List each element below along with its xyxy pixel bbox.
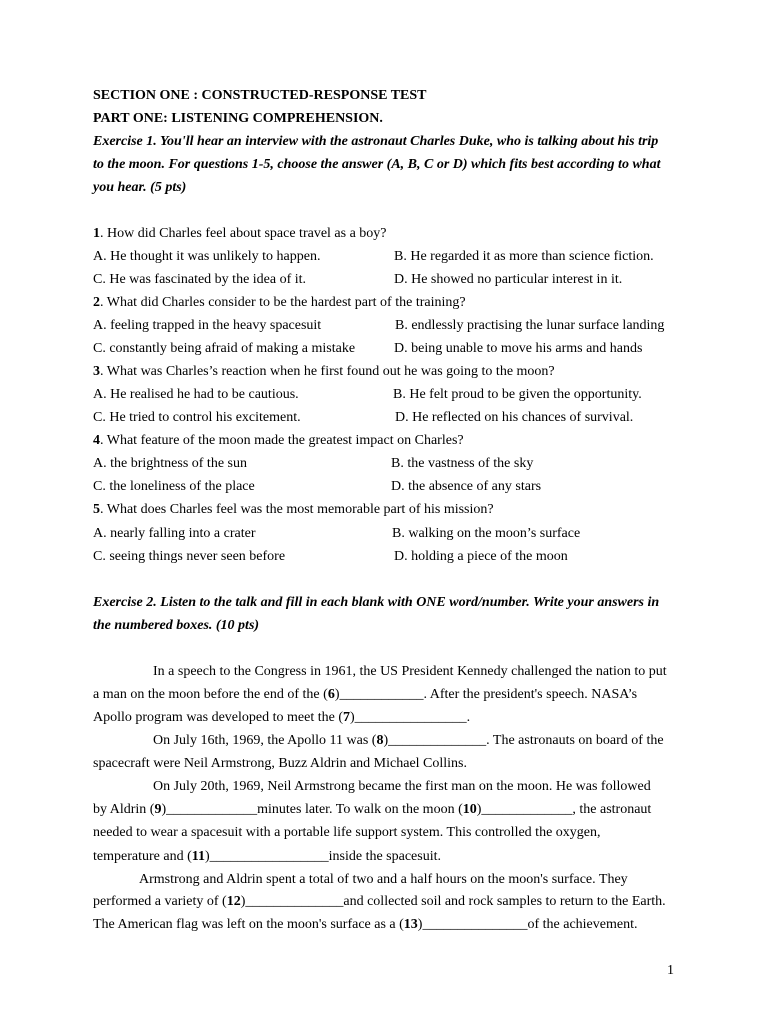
q2-option-b: B. endlessly practising the lunar surface landing — [395, 318, 665, 333]
q1-option-a: A. He thought it was unlikely to happen. — [93, 249, 321, 264]
exercise2-instruction-line-1: Exercise 2. Listen to the talk and fill in each blank with ONE word/number. Write your answers in — [93, 595, 660, 610]
question-5: 5. What does Charles feel was the most memorable part of his mission? — [93, 502, 494, 517]
question-1: 1. How did Charles feel about space travel as a boy? — [93, 226, 387, 241]
passage-p3-line-4: temperature and (11)_________________inside the spacesuit. — [93, 849, 441, 864]
blank-10: )_____________, the astronaut — [476, 802, 652, 817]
blank-8: )______________. The astronauts on board of the — [383, 733, 664, 748]
q4-option-c: C. the loneliness of the place — [93, 479, 255, 494]
passage-p4-line-2: performed a variety of (12)______________and collected soil and rock samples to return to the Earth. — [93, 894, 666, 909]
blank-13: )_______________of the achievement. — [417, 917, 638, 932]
q3-option-d: D. He reflected on his chances of survival. — [395, 410, 634, 425]
passage-p3-line-3: needed to wear a spacesuit with a portable life support system. This controlled the oxygen, — [93, 825, 601, 840]
exercise1-instruction-line-3: you hear. (5 pts) — [93, 180, 187, 195]
passage-p2-line-2: spacecraft were Neil Armstrong, Buzz Aldrin and Michael Collins. — [93, 756, 468, 771]
blank-10-number: 10 — [462, 802, 477, 817]
exercise2-instruction-line-2: the numbered boxes. (10 pts) — [93, 618, 260, 633]
blank-9: )_____________minutes later. To walk on the moon ( — [161, 802, 463, 817]
q1-option-b: B. He regarded it as more than science fiction. — [394, 249, 654, 264]
blank-12-number: 12 — [226, 894, 241, 909]
passage-p2-line-1: On July 16th, 1969, the Apollo 11 was (8)______________. The astronauts on board of the — [153, 733, 664, 748]
passage-p3-line-1: On July 20th, 1969, Neil Armstrong became the first man on the moon. He was followed — [153, 779, 651, 794]
part-heading: PART ONE: LISTENING COMPREHENSION. — [93, 111, 383, 126]
q5-option-c: C. seeing things never seen before — [93, 549, 286, 564]
q5-option-a: A. nearly falling into a crater — [93, 526, 256, 541]
blank-7-number: 7 — [342, 710, 350, 725]
blank-13-number: 13 — [403, 917, 418, 932]
q1-option-d: D. He showed no particular interest in it. — [394, 272, 623, 287]
passage-p3-line-2: by Aldrin (9)_____________minutes later. To walk on the moon (10)_____________, the astronaut — [93, 802, 652, 817]
blank-9-number: 9 — [154, 802, 162, 817]
passage-p4-line-3: The American flag was left on the moon's surface as a (13)_______________of the achievement. — [93, 917, 638, 932]
passage-p1-line-1: In a speech to the Congress in 1961, the US President Kennedy challenged the nation to put — [153, 664, 667, 679]
passage-p4-line-1: Armstrong and Aldrin spent a total of two and a half hours on the moon's surface. They — [139, 872, 628, 887]
q4-option-a: A. the brightness of the sun — [93, 456, 247, 471]
exercise1-instruction-line-2: to the moon. For questions 1-5, choose the answer (A, B, C or D) which fits best according to what — [93, 157, 661, 172]
exercise1-instruction-line-1: Exercise 1. You'll hear an interview with the astronaut Charles Duke, who is talking about his trip — [93, 134, 659, 149]
question-4: 4. What feature of the moon made the greatest impact on Charles? — [93, 433, 464, 448]
q3-option-a: A. He realised he had to be cautious. — [93, 387, 299, 402]
q5-option-d: D. holding a piece of the moon — [394, 549, 568, 564]
blank-7: )________________. — [349, 710, 471, 725]
blank-6: )____________. After the president's speech. NASA’s — [334, 687, 638, 702]
section-heading: SECTION ONE : CONSTRUCTED-RESPONSE TEST — [93, 88, 427, 103]
q1-option-c: C. He was fascinated by the idea of it. — [93, 272, 307, 287]
question-2: 2. What did Charles consider to be the hardest part of the training? — [93, 295, 466, 310]
passage-p1-line-2: a man on the moon before the end of the (6)____________. After the president's speech. NASA’s — [93, 687, 638, 702]
blank-11-number: 11 — [191, 849, 205, 864]
blank-12: )______________and collected soil and rock samples to return to the Earth. — [240, 894, 666, 909]
q4-option-b: B. the vastness of the sky — [391, 456, 534, 471]
blank-6-number: 6 — [327, 687, 335, 702]
q5-option-b: B. walking on the moon’s surface — [392, 526, 581, 541]
q2-option-c: C. constantly being afraid of making a mistake — [93, 341, 356, 356]
question-3: 3. What was Charles’s reaction when he first found out he was going to the moon? — [93, 364, 555, 379]
q2-option-a: A. feeling trapped in the heavy spacesuit — [93, 318, 322, 333]
q2-option-d: D. being unable to move his arms and hands — [394, 341, 643, 356]
q4-option-d: D. the absence of any stars — [391, 479, 542, 494]
blank-8-number: 8 — [376, 733, 384, 748]
blank-11: )_________________inside the spacesuit. — [204, 849, 441, 864]
page-number: 1 — [667, 963, 674, 978]
q3-option-b: B. He felt proud to be given the opportunity. — [393, 387, 642, 402]
passage-p1-line-3: Apollo program was developed to meet the (7)________________. — [93, 710, 471, 725]
q3-option-c: C. He tried to control his excitement. — [93, 410, 301, 425]
